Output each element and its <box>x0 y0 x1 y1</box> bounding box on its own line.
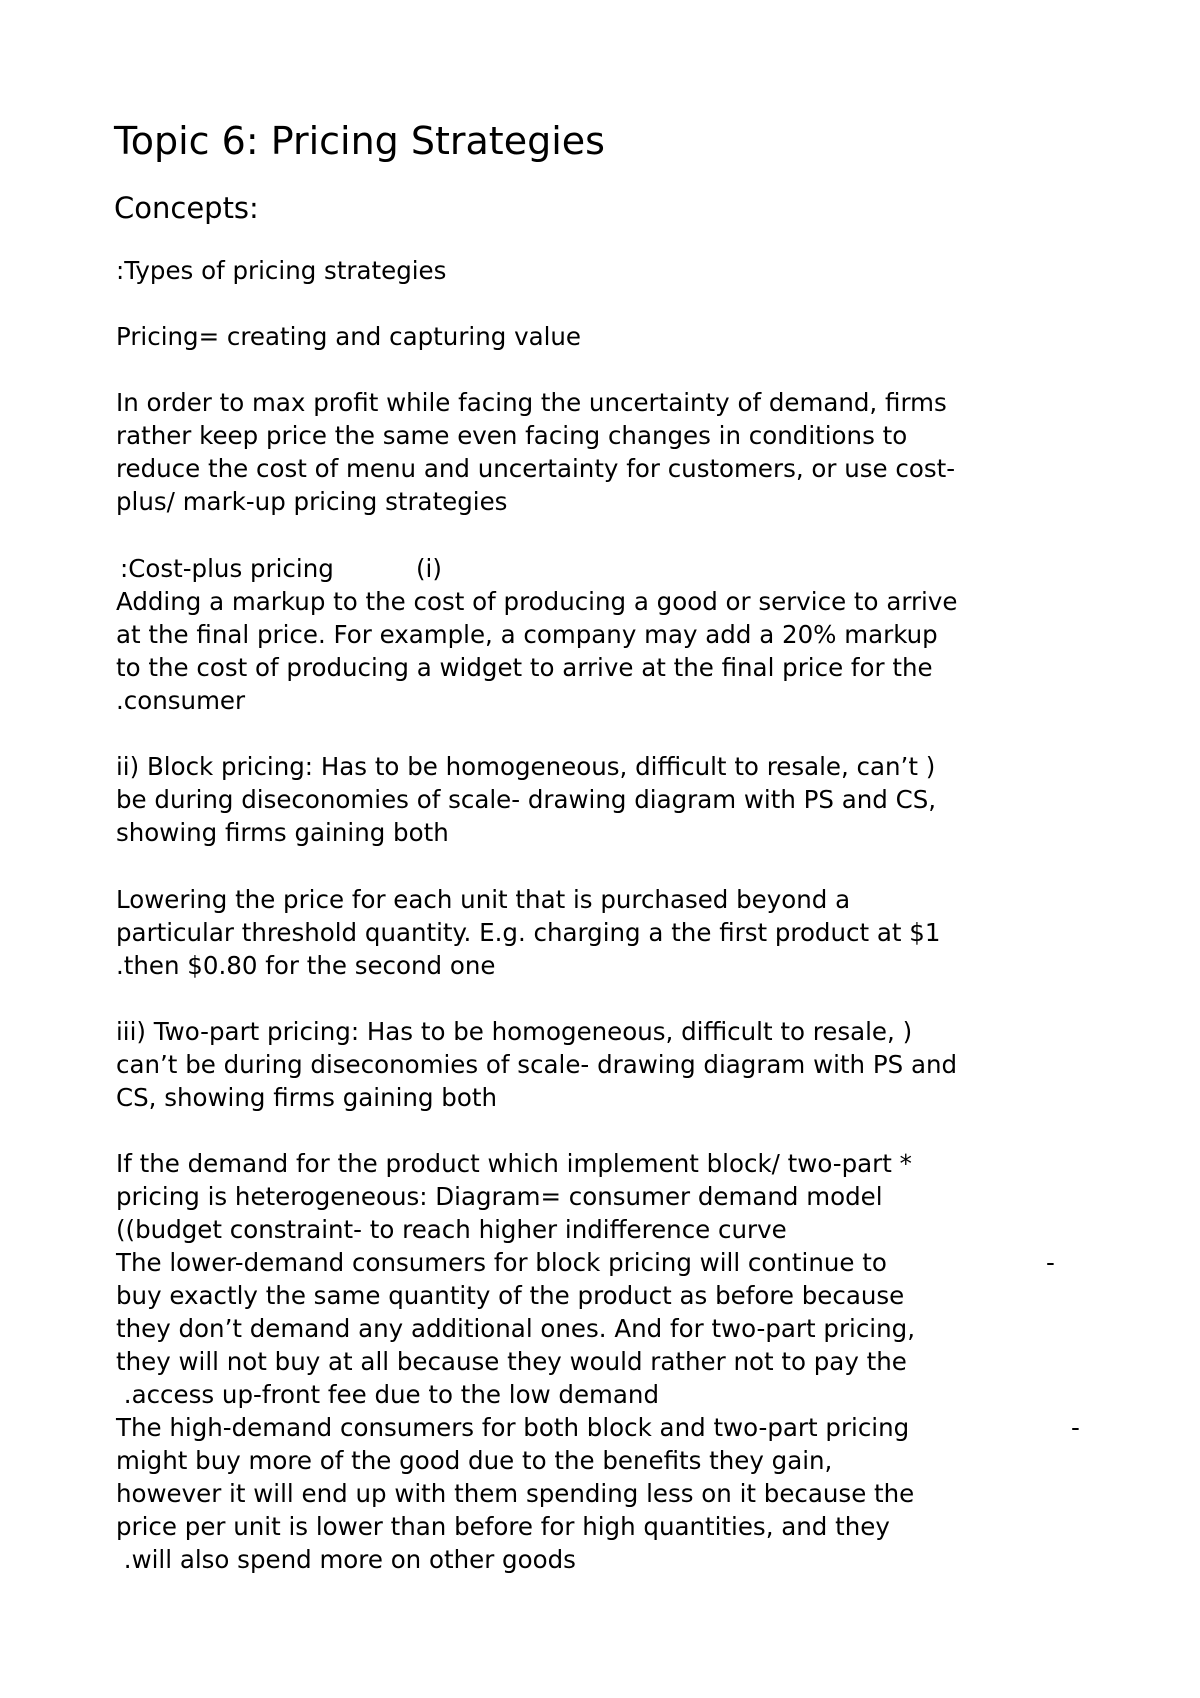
heterogeneous-paragraph <box>116 1147 1096 1246</box>
high-demand-line: however it will end up with them spending less on it because the <box>116 1479 915 1508</box>
cost-plus-line: .consumer <box>116 686 246 715</box>
concepts-heading: Concepts: <box>114 191 259 225</box>
pricing-definition: Pricing= creating and capturing value <box>116 322 581 351</box>
high-demand-line: price per unit is lower than before for high quantities, and they <box>116 1512 890 1541</box>
high-demand-dash: - <box>1071 1413 1080 1442</box>
intro-line: reduce the cost of menu and uncertainty for customers, or use cost- <box>116 454 956 483</box>
low-demand-paragraph <box>116 1246 1096 1411</box>
high-demand-first-text: The high-demand consumers for both block and two-part pricing <box>116 1413 910 1442</box>
block-example-line: .then $0.80 for the second one <box>116 951 496 980</box>
low-demand-line: they don’t demand any additional ones. And for two-part pricing, <box>116 1314 915 1343</box>
block-pricing-example <box>116 883 1096 982</box>
low-demand-line: buy exactly the same quantity of the product as before because <box>116 1281 905 1310</box>
two-part-line: iii) Two-part pricing: Has to be homogeneous, difficult to resale, ) <box>116 1017 913 1046</box>
low-demand-dash: - <box>1046 1248 1055 1277</box>
cost-plus-line: to the cost of producing a widget to arrive at the final price for the <box>116 653 933 682</box>
heterogeneous-line: pricing is heterogeneous: Diagram= consumer demand model <box>116 1182 883 1211</box>
intro-line: rather keep price the same even facing changes in conditions to <box>116 421 908 450</box>
two-part-line: CS, showing firms gaining both <box>116 1083 497 1112</box>
cost-plus-line: Adding a markup to the cost of producing a good or service to arrive <box>116 587 958 616</box>
block-pricing-line: showing firms gaining both <box>116 818 449 847</box>
cost-plus-numeral: (i) <box>416 554 442 583</box>
block-pricing-paragraph <box>116 750 1096 849</box>
cost-plus-paragraph <box>116 585 1096 717</box>
intro-line: plus/ mark-up pricing strategies <box>116 487 508 516</box>
heterogeneous-line: ((budget constraint- to reach higher indifference curve <box>116 1215 787 1244</box>
high-demand-first-line <box>116 1411 1096 1444</box>
block-example-line: particular threshold quantity. E.g. charging a the first product at $1 <box>116 918 941 947</box>
two-part-pricing-paragraph <box>116 1015 1096 1114</box>
low-demand-line: they will not buy at all because they would rather not to pay the <box>116 1347 907 1376</box>
intro-line: In order to max profit while facing the uncertainty of demand, firms <box>116 388 947 417</box>
low-demand-first-line <box>116 1246 1096 1279</box>
block-pricing-line: be during diseconomies of scale- drawing diagram with PS and CS, <box>116 785 937 814</box>
high-demand-line: might buy more of the good due to the benefits they gain, <box>116 1446 833 1475</box>
high-demand-line: .will also spend more on other goods <box>116 1545 576 1574</box>
block-example-line: Lowering the price for each unit that is purchased beyond a <box>116 885 851 914</box>
intro-paragraph <box>116 386 1096 518</box>
low-demand-first-text: The lower-demand consumers for block pricing will continue to <box>116 1248 887 1277</box>
block-pricing-line: ii) Block pricing: Has to be homogeneous, difficult to resale, can’t ) <box>116 752 936 781</box>
low-demand-line: .access up-front fee due to the low demand <box>116 1380 659 1409</box>
types-heading: :Types of pricing strategies <box>116 256 447 285</box>
heterogeneous-line: If the demand for the product which implement block/ two-part * <box>116 1149 912 1178</box>
cost-plus-line: at the final price. For example, a company may add a 20% markup <box>116 620 938 649</box>
cost-plus-heading: :Cost-plus pricing <box>120 554 334 583</box>
two-part-line: can’t be during diseconomies of scale- drawing diagram with PS and <box>116 1050 958 1079</box>
high-demand-paragraph <box>116 1411 1096 1576</box>
page-title: Topic 6: Pricing Strategies <box>114 119 605 163</box>
